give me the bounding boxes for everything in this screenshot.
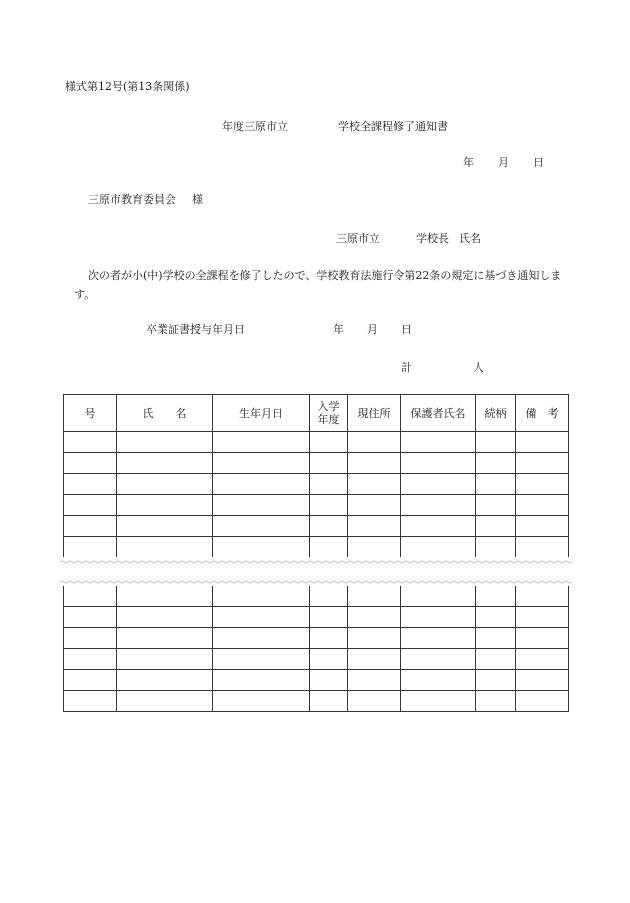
header-name: 氏 名 — [117, 395, 213, 432]
table-cell — [213, 628, 310, 649]
table-cell — [516, 607, 569, 628]
table-cell — [213, 670, 310, 691]
table-row — [64, 628, 569, 649]
table-cell — [213, 453, 310, 474]
table-cell — [213, 586, 310, 607]
table-break-indicator — [60, 558, 572, 588]
table-cell — [310, 495, 348, 516]
table-cell — [401, 495, 476, 516]
table-cell — [348, 607, 401, 628]
table-row — [64, 649, 569, 670]
table-cell — [348, 670, 401, 691]
header-relation: 続柄 — [476, 395, 516, 432]
table-row — [64, 670, 569, 691]
wavy-break-icon — [60, 558, 572, 588]
wave-line-bottom — [60, 581, 572, 583]
table-cell — [476, 432, 516, 453]
header-birthdate: 生年月日 — [213, 395, 310, 432]
table-cell — [476, 495, 516, 516]
table-cell — [516, 586, 569, 607]
table-cell — [401, 691, 476, 712]
table-cell — [348, 453, 401, 474]
form-reference: 様式第12号(第13条関係) — [65, 80, 190, 93]
table-cell — [310, 432, 348, 453]
table-cell — [117, 537, 213, 558]
table-cell — [401, 586, 476, 607]
table-cell — [516, 432, 569, 453]
table-cell — [348, 628, 401, 649]
table-cell — [64, 649, 117, 670]
table-cell — [310, 670, 348, 691]
table-cell — [476, 516, 516, 537]
table-cell — [213, 649, 310, 670]
table-row — [64, 474, 569, 495]
date-month-label: 月 — [498, 156, 509, 169]
table-cell — [64, 628, 117, 649]
table-cell — [213, 432, 310, 453]
table-cell — [117, 474, 213, 495]
total-label: 計 — [401, 361, 412, 374]
table-cell — [401, 670, 476, 691]
table-row — [64, 586, 569, 607]
graduation-date-label: 卒業証書授与年月日 — [146, 323, 245, 336]
table-cell — [64, 474, 117, 495]
table-cell — [516, 495, 569, 516]
table-cell — [117, 649, 213, 670]
table-row — [64, 516, 569, 537]
table-cell — [401, 607, 476, 628]
table-cell — [476, 474, 516, 495]
table-cell — [310, 516, 348, 537]
table-cell — [516, 474, 569, 495]
table-cell — [476, 691, 516, 712]
table-cell — [516, 649, 569, 670]
table-cell — [310, 649, 348, 670]
table-cell — [117, 607, 213, 628]
header-entry-year-line2: 年度 — [317, 413, 340, 426]
table-cell — [213, 691, 310, 712]
table-cell — [64, 537, 117, 558]
date-year-label: 年 — [463, 156, 474, 169]
table-cell — [476, 537, 516, 558]
table-cell — [64, 432, 117, 453]
table-cell — [213, 516, 310, 537]
table-row — [64, 691, 569, 712]
graduation-year-label: 年 — [333, 323, 344, 336]
table-cell — [213, 474, 310, 495]
table-cell — [516, 670, 569, 691]
table-cell — [348, 691, 401, 712]
table-cell — [516, 537, 569, 558]
table-cell — [117, 586, 213, 607]
header-guardian: 保護者氏名 — [401, 395, 476, 432]
table-row — [64, 432, 569, 453]
table-cell — [516, 516, 569, 537]
sender-name-label: 氏名 — [459, 232, 481, 245]
table-cell — [117, 691, 213, 712]
addressee-honorific: 様 — [192, 193, 203, 206]
table-cell — [117, 628, 213, 649]
students-table — [63, 394, 569, 557]
table-cell — [213, 537, 310, 558]
table-cell — [476, 649, 516, 670]
table-cell — [516, 691, 569, 712]
header-number: 号 — [64, 395, 117, 432]
header-entry-year-line1: 入学 — [317, 400, 340, 413]
table-cell — [64, 670, 117, 691]
table-cell — [476, 670, 516, 691]
table-cell — [516, 453, 569, 474]
table-cell — [117, 453, 213, 474]
document-title-prefix: 年度三原市立 — [222, 120, 288, 133]
table-cell — [348, 586, 401, 607]
table-cell — [64, 516, 117, 537]
table-cell — [213, 607, 310, 628]
table-cell — [348, 537, 401, 558]
header-remarks: 備 考 — [516, 395, 569, 432]
table-cell — [348, 516, 401, 537]
table-row — [64, 495, 569, 516]
table-cell — [310, 691, 348, 712]
table-cell — [310, 474, 348, 495]
table-cell — [310, 537, 348, 558]
table-cell — [516, 628, 569, 649]
addressee: 三原市教育委員会 — [88, 193, 176, 206]
table-header-row — [64, 395, 569, 432]
wave-line-top — [60, 561, 572, 563]
table-cell — [117, 432, 213, 453]
table-row — [64, 453, 569, 474]
table-cell — [117, 516, 213, 537]
table-cell — [348, 649, 401, 670]
sender-city: 三原市立 — [336, 232, 380, 245]
sender-principal: 学校長 — [416, 232, 449, 245]
table-cell — [401, 474, 476, 495]
table-cell — [476, 586, 516, 607]
table-cell — [401, 537, 476, 558]
table-cell — [476, 453, 516, 474]
table-row — [64, 537, 569, 558]
table-cell — [117, 495, 213, 516]
table-cell — [401, 628, 476, 649]
table-cell — [476, 628, 516, 649]
table-cell — [64, 495, 117, 516]
students-table-continued — [63, 586, 569, 712]
table-cell — [213, 495, 310, 516]
table-cell — [310, 453, 348, 474]
table-row — [64, 607, 569, 628]
body-text: 次の者が小(中)学校の全課程を修了したので、学校教育法施行令第22条の規定に基づき通知します。 — [74, 269, 562, 301]
table-cell — [401, 649, 476, 670]
table-cell — [64, 586, 117, 607]
table-cell — [348, 432, 401, 453]
document-title: 学校全課程修了通知書 — [338, 120, 448, 133]
date-day-label: 日 — [533, 156, 544, 169]
table-cell — [310, 628, 348, 649]
graduation-day-label: 日 — [401, 323, 412, 336]
table-cell — [310, 586, 348, 607]
table-cell — [310, 607, 348, 628]
table-cell — [401, 453, 476, 474]
table-cell — [348, 495, 401, 516]
header-entry-year — [310, 395, 348, 432]
table-cell — [64, 691, 117, 712]
table-cell — [117, 670, 213, 691]
table-cell — [64, 453, 117, 474]
table-cell — [348, 474, 401, 495]
table-cell — [476, 607, 516, 628]
total-unit: 人 — [473, 361, 484, 374]
table-cell — [401, 432, 476, 453]
graduation-month-label: 月 — [367, 323, 378, 336]
table-cell — [64, 607, 117, 628]
header-address: 現住所 — [348, 395, 401, 432]
table-cell — [401, 516, 476, 537]
